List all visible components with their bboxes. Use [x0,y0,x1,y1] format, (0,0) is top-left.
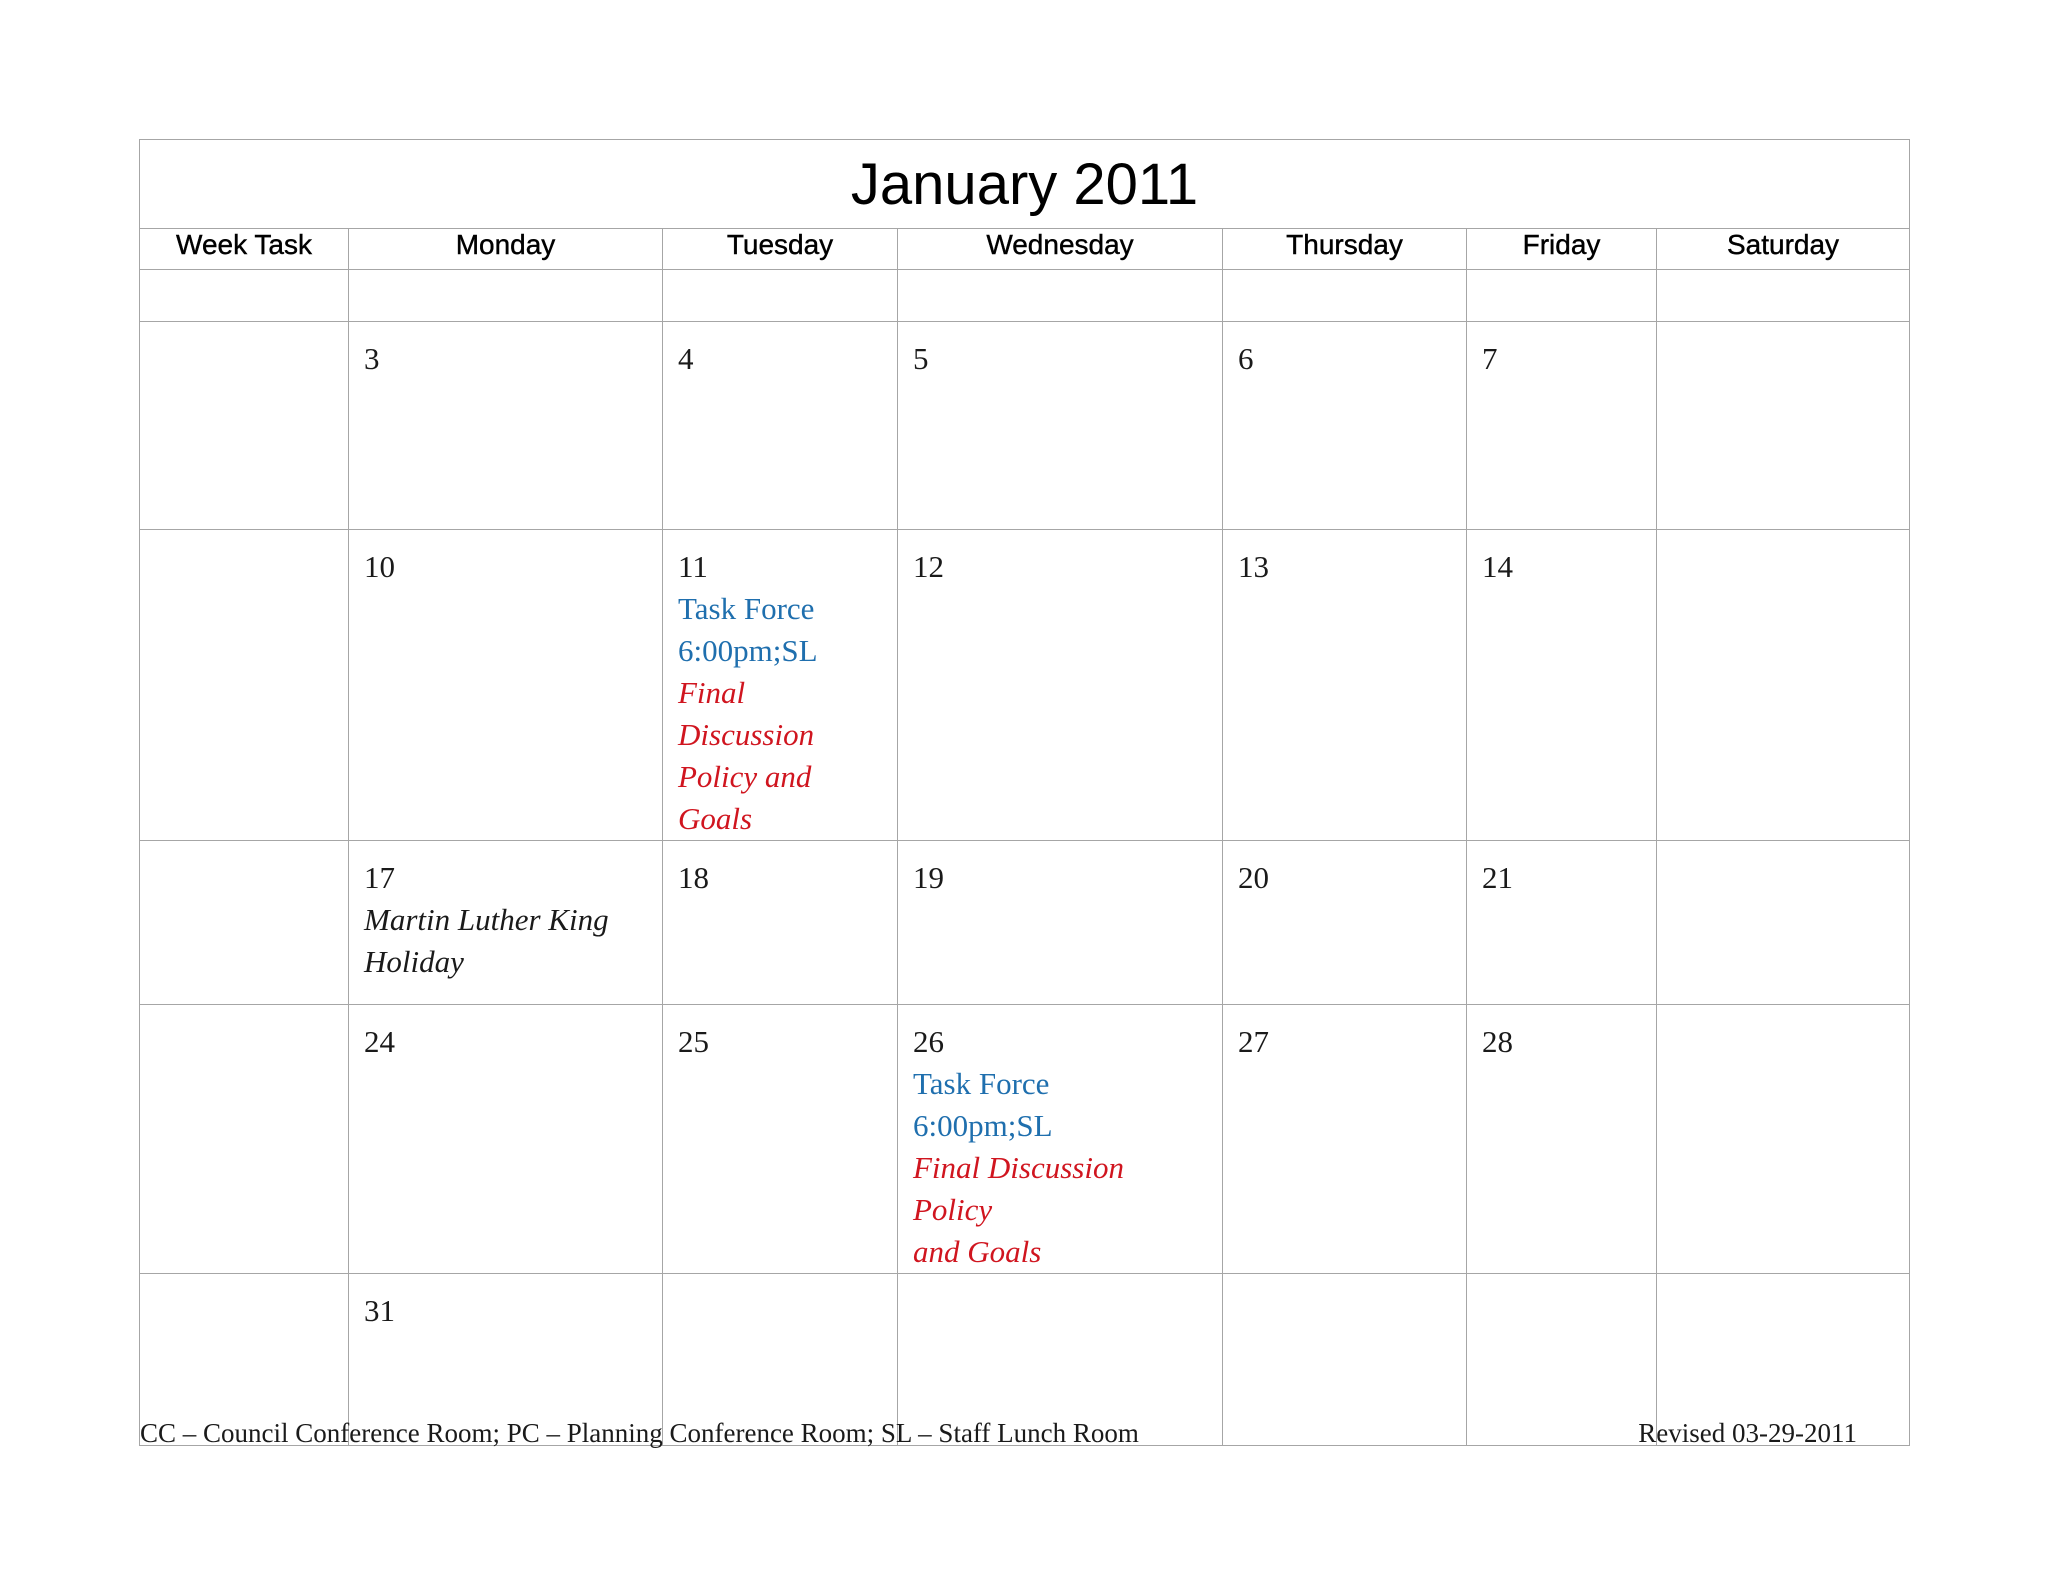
day-cell [1657,530,1910,841]
meeting-time: 6:00pm;SL [913,1108,1053,1143]
calendar-title: January 2011 [140,140,1910,229]
day-number: 14 [1482,549,1513,584]
day-cell [349,841,663,1005]
day-number: 20 [1238,860,1269,895]
day-number: 4 [678,341,694,376]
day-cell [349,1005,663,1274]
meeting-event: Task Force [913,1066,1050,1101]
day-cell [1223,1274,1467,1446]
day-cell [1467,841,1657,1005]
day-number: 27 [1238,1024,1269,1059]
holiday-label: Martin Luther King [364,902,609,937]
day-cell [663,322,898,530]
day-number: 3 [364,341,380,376]
header-saturday: Saturday [1657,229,1910,270]
meeting-topic: Final Discussion Policy [913,1150,1124,1227]
day-cell [1467,1274,1657,1446]
week-row-2 [140,530,1910,841]
week-row-4 [140,1005,1910,1274]
day-cell [663,270,898,322]
header-tuesday: Tuesday [663,229,898,270]
day-number: 28 [1482,1024,1513,1059]
day-cell [1223,322,1467,530]
meeting-topic: and Goals [913,1234,1042,1269]
day-number: 21 [1482,860,1513,895]
day-number: 13 [1238,549,1269,584]
header-wednesday: Wednesday [898,229,1223,270]
day-number: 24 [364,1024,395,1059]
day-cell [349,270,663,322]
day-cell [663,1005,898,1274]
header-thursday: Thursday [1223,229,1467,270]
day-cell [898,1005,1223,1274]
week-task-cell [140,1005,349,1274]
meeting-event: Task Force [678,591,815,626]
day-number: 18 [678,860,709,895]
week-task-cell [140,270,349,322]
day-cell [898,841,1223,1005]
day-cell [349,530,663,841]
day-cell [1467,270,1657,322]
day-cell [1467,530,1657,841]
day-number: 5 [913,341,929,376]
day-number: 31 [364,1293,395,1328]
revised-date: Revised 03-29-2011 [1638,1418,1857,1448]
week-row-3 [140,841,1910,1005]
day-number: 7 [1482,341,1498,376]
day-number: 12 [913,549,944,584]
day-cell [898,322,1223,530]
day-cell [663,530,898,841]
day-number: 17 [364,860,395,895]
day-cell [1467,1005,1657,1274]
day-cell [1657,322,1910,530]
day-cell [1657,1005,1910,1274]
week-task-cell [140,322,349,530]
header-friday: Friday [1467,229,1657,270]
meeting-topic: Policy and Goals [678,759,812,836]
day-cell [1223,1005,1467,1274]
day-cell [898,270,1223,322]
calendar-table [139,139,1910,1446]
day-number: 10 [364,549,395,584]
day-cell [1223,841,1467,1005]
day-cell [898,530,1223,841]
week-task-cell [140,530,349,841]
week-row-1 [140,322,1910,530]
header-week-task: Week Task [140,229,349,270]
meeting-time: 6:00pm;SL [678,633,818,668]
day-cell [1223,270,1467,322]
day-cell [663,841,898,1005]
weekday-header-row [140,229,1910,270]
day-number: 19 [913,860,944,895]
header-monday: Monday [349,229,663,270]
meeting-topic: Final Discussion [678,675,815,752]
day-cell [1223,530,1467,841]
week-task-cell [140,841,349,1005]
day-cell [1657,841,1910,1005]
day-cell [1657,270,1910,322]
week-row-empty [140,270,1910,322]
holiday-label: Holiday [364,944,464,979]
day-number: 26 [913,1024,944,1059]
day-number: 25 [678,1024,709,1059]
day-cell [349,322,663,530]
day-number: 6 [1238,341,1254,376]
room-legend: CC – Council Conference Room; PC – Planning Conference Room; SL – Staff Lunch Room [140,1418,1139,1448]
day-cell [1467,322,1657,530]
day-number: 11 [678,549,708,584]
